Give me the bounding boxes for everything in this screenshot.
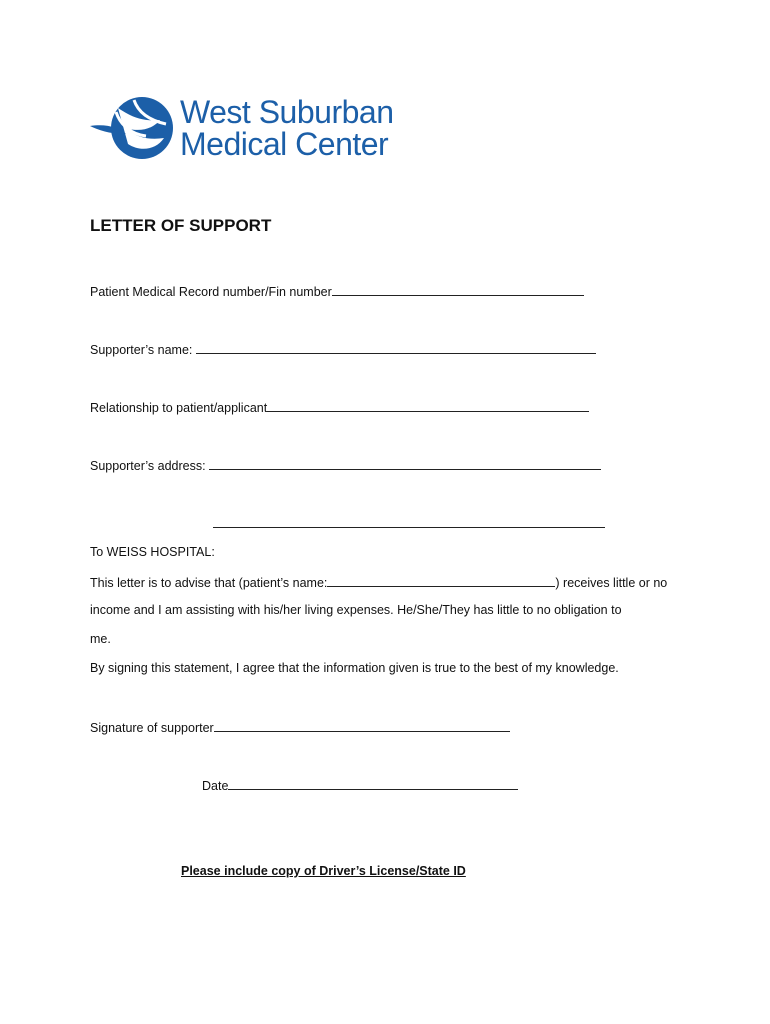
body-line-1-end: ) receives little or no xyxy=(555,576,668,590)
logo-line-1: West Suburban xyxy=(180,94,394,130)
body-line-4: By signing this statement, I agree that the information given is true to the best of my knowledge. xyxy=(90,661,619,675)
supporter-name-row xyxy=(90,341,596,357)
relationship-label: Relationship to patient/applicant xyxy=(90,401,268,415)
relationship-row xyxy=(90,399,589,415)
logo-line-2: Medical Center xyxy=(180,126,389,162)
body-line-1 xyxy=(90,574,667,590)
mrn-blank[interactable] xyxy=(332,283,584,296)
address-label: Supporter’s address: xyxy=(90,459,210,473)
logo xyxy=(90,94,410,168)
body-line-3: me. xyxy=(90,632,111,646)
date-row xyxy=(202,777,518,793)
salutation: To WEISS HOSPITAL: xyxy=(90,545,215,559)
body-line-1-start: This letter is to advise that (patient’s name: xyxy=(90,576,328,590)
supporter-name-blank[interactable] xyxy=(196,341,596,354)
id-copy-note: Please include copy of Driver’s License/State ID xyxy=(181,864,466,878)
mrn-field-row xyxy=(90,283,584,299)
date-label: Date xyxy=(202,779,229,793)
logo-text xyxy=(180,96,393,160)
patient-name-blank[interactable] xyxy=(327,574,555,587)
date-blank[interactable] xyxy=(228,777,518,790)
logo-mark-icon xyxy=(90,94,176,166)
address-blank-2[interactable] xyxy=(213,515,605,528)
supporter-name-label: Supporter’s name: xyxy=(90,343,196,357)
document-title: LETTER OF SUPPORT xyxy=(90,216,272,235)
address-row xyxy=(90,457,601,473)
address-row-2 xyxy=(213,515,605,531)
mrn-label: Patient Medical Record number/Fin number xyxy=(90,285,332,299)
body-line-2: income and I am assisting with his/her living expenses. He/She/They has little to no obligation to xyxy=(90,603,622,617)
signature-label: Signature of supporter xyxy=(90,721,214,735)
relationship-blank[interactable] xyxy=(267,399,589,412)
address-blank-1[interactable] xyxy=(209,457,601,470)
signature-row xyxy=(90,719,510,735)
signature-blank[interactable] xyxy=(214,719,510,732)
